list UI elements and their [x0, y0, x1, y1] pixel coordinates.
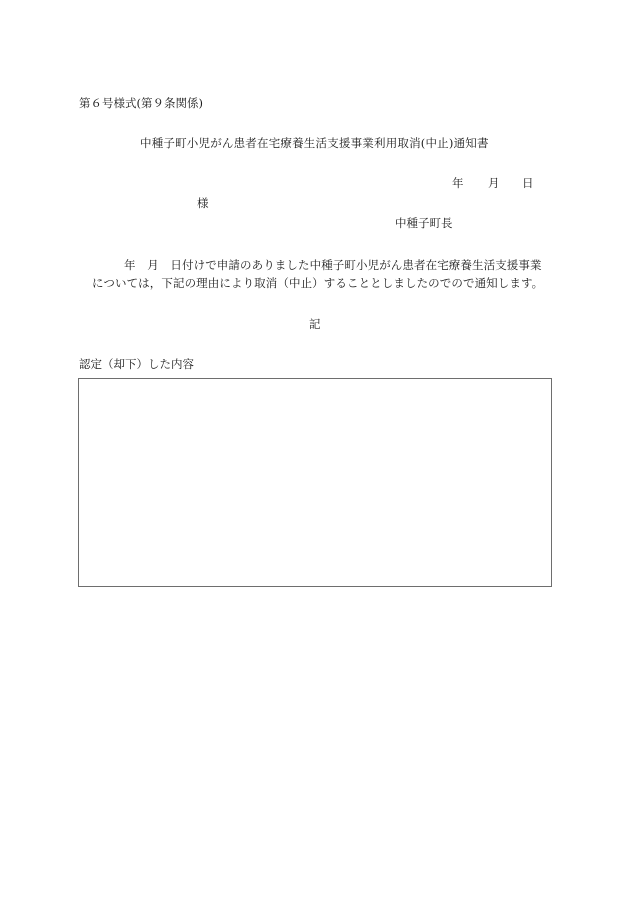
note-mark: 記: [309, 317, 321, 331]
body-text-line-2: については，下記の理由により取消（中止）することとしましたのでので通知します。: [92, 276, 544, 290]
body-text-line-1: 年 月 日付けで申請のありました中種子町小児がん患者在宅療養生活支援事業: [124, 258, 542, 272]
addressee-suffix: 様: [197, 196, 209, 210]
date-fields: [452, 178, 534, 190]
date-year-label: 年: [452, 176, 464, 190]
section-label: 認定（却下）した内容: [79, 357, 194, 371]
date-month-label: 月: [488, 176, 500, 190]
form-number: 第６号様式(第９条関係): [79, 96, 203, 110]
content-box: [78, 378, 552, 587]
document-title: 中種子町小児がん患者在宅療養生活支援事業利用取消(中止)通知書: [140, 136, 489, 150]
issuer-name: 中種子町長: [395, 216, 453, 230]
date-day-label: 日: [522, 176, 534, 190]
